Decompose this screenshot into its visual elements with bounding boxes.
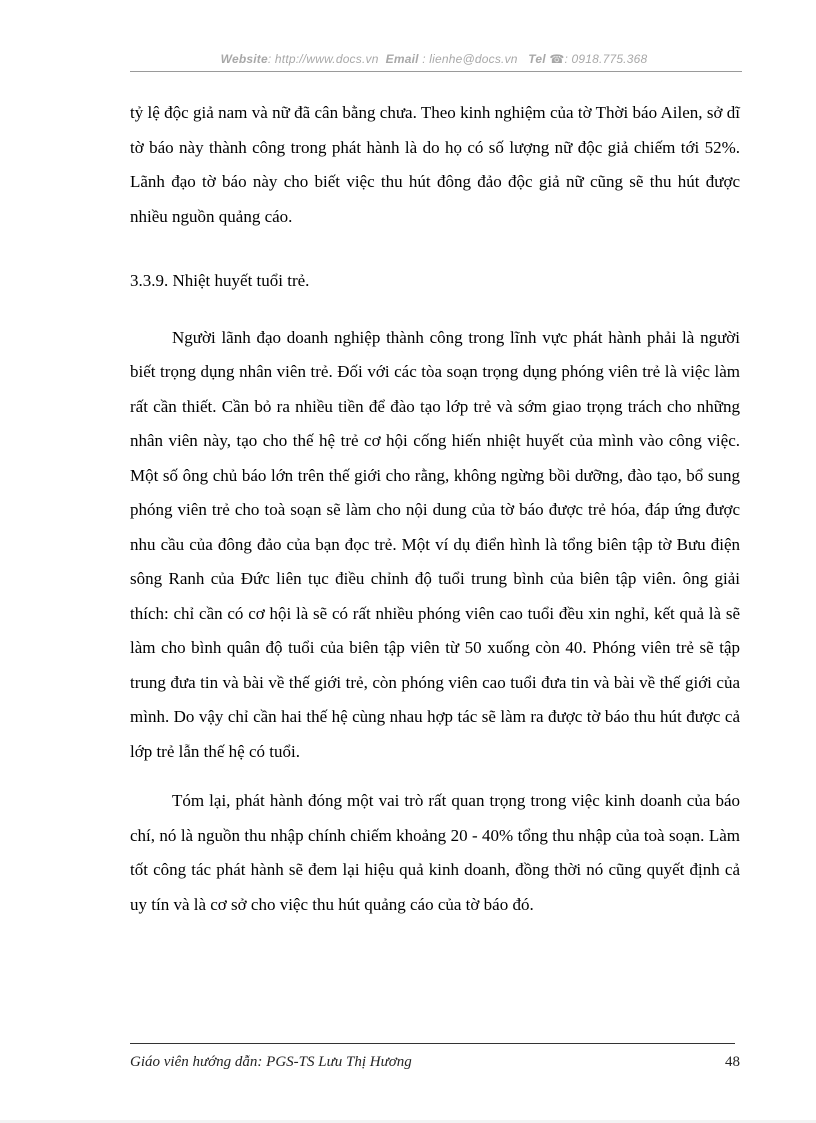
website-value: : http://www.docs.vn [267,52,379,66]
section-heading: 3.3.9. Nhiệt huyết tuổi trẻ. [130,271,310,290]
paragraph-3: Tóm lại, phát hành đóng một vai trò rất quan trọng trong việc kinh doanh của báo chí, nó là nguồn thu nhập chính chiếm khoảng 20 - 40% tổng thu nhập của toà soạn. Làm tốt công tác phát hành sẽ đem lại hiệu quả kinh doanh, đồng thời nó cũng quyết định cả uy tín và là cơ sở cho việc thu hút quảng cáo của tờ báo đó. [130,791,740,914]
tel-label: Tel [528,52,546,66]
page-number: 48 [725,1054,740,1070]
header-divider [130,71,742,72]
page-header [130,52,738,66]
paragraph-1: tỷ lệ độc giả nam và nữ đã cân bằng chưa. Theo kinh nghiệm của tờ Thời báo Ailen, sở dĩ tờ báo này thành công trong phát hành là do họ có số lượng nữ độc giả chiếm tới 52%. Lãnh đạo tờ báo này cho biết việc thu hút đông đảo độc giả nữ cũng sẽ thu hút được nhiều nguồn quảng cáo. [130,103,740,226]
website-label: Website [220,52,268,66]
email-value: : lienhe@docs.vn [422,52,518,66]
footer-supervisor: Giáo viên hướng dẫn: PGS-TS Lưu Thị Hương [130,1054,412,1070]
phone-icon: ☎ [549,52,565,66]
paragraph-2: Người lãnh đạo doanh nghiệp thành công trong lĩnh vực phát hành phải là người biết trọng dụng nhân viên trẻ. Đối với các tòa soạn trọng dụng phóng viên trẻ là việc làm rất cần thiết. Cần bỏ ra nhiều tiền để đào tạo lớp trẻ và sớm giao trọng trách cho những nhân viên này, tạo cho thế hệ trẻ cơ hội cống hiến nhiệt huyết của mình vào công việc. Một số ông chủ báo lớn trên thế giới cho rằng, không ngừng bồi dưỡng, đào tạo, bổ sung phóng viên trẻ cho toà soạn sẽ làm cho nội dung của tờ báo được trẻ hóa, đáp ứng được nhu cầu của đông đảo của bạn đọc trẻ. Một ví dụ điển hình là tổng biên tập tờ Bưu điện sông Ranh của Đức liên tục điều chỉnh độ tuổi trung bình của biên tập viên. ông giải thích: chỉ cần có cơ hội là sẽ có rất nhiều phóng viên cao tuổi đều xin nghỉ, kết quả là sẽ làm cho bình quân độ tuổi của biên tập viên từ 50 xuống còn 40. Phóng viên trẻ sẽ tập trung đưa tin và bài về thế giới trẻ, còn phóng viên cao tuổi đưa tin và bài về thế giới của mình. Do vậy chỉ cần hai thế hệ cùng nhau hợp tác sẽ làm ra được tờ báo thu hút được cả lớp trẻ lẫn thế hệ có tuổi. [130,327,740,761]
email-label: Email [385,52,419,66]
footer-divider [130,1043,735,1044]
tel-value: : 0918.775.368 [564,52,648,66]
document-body [130,96,740,922]
